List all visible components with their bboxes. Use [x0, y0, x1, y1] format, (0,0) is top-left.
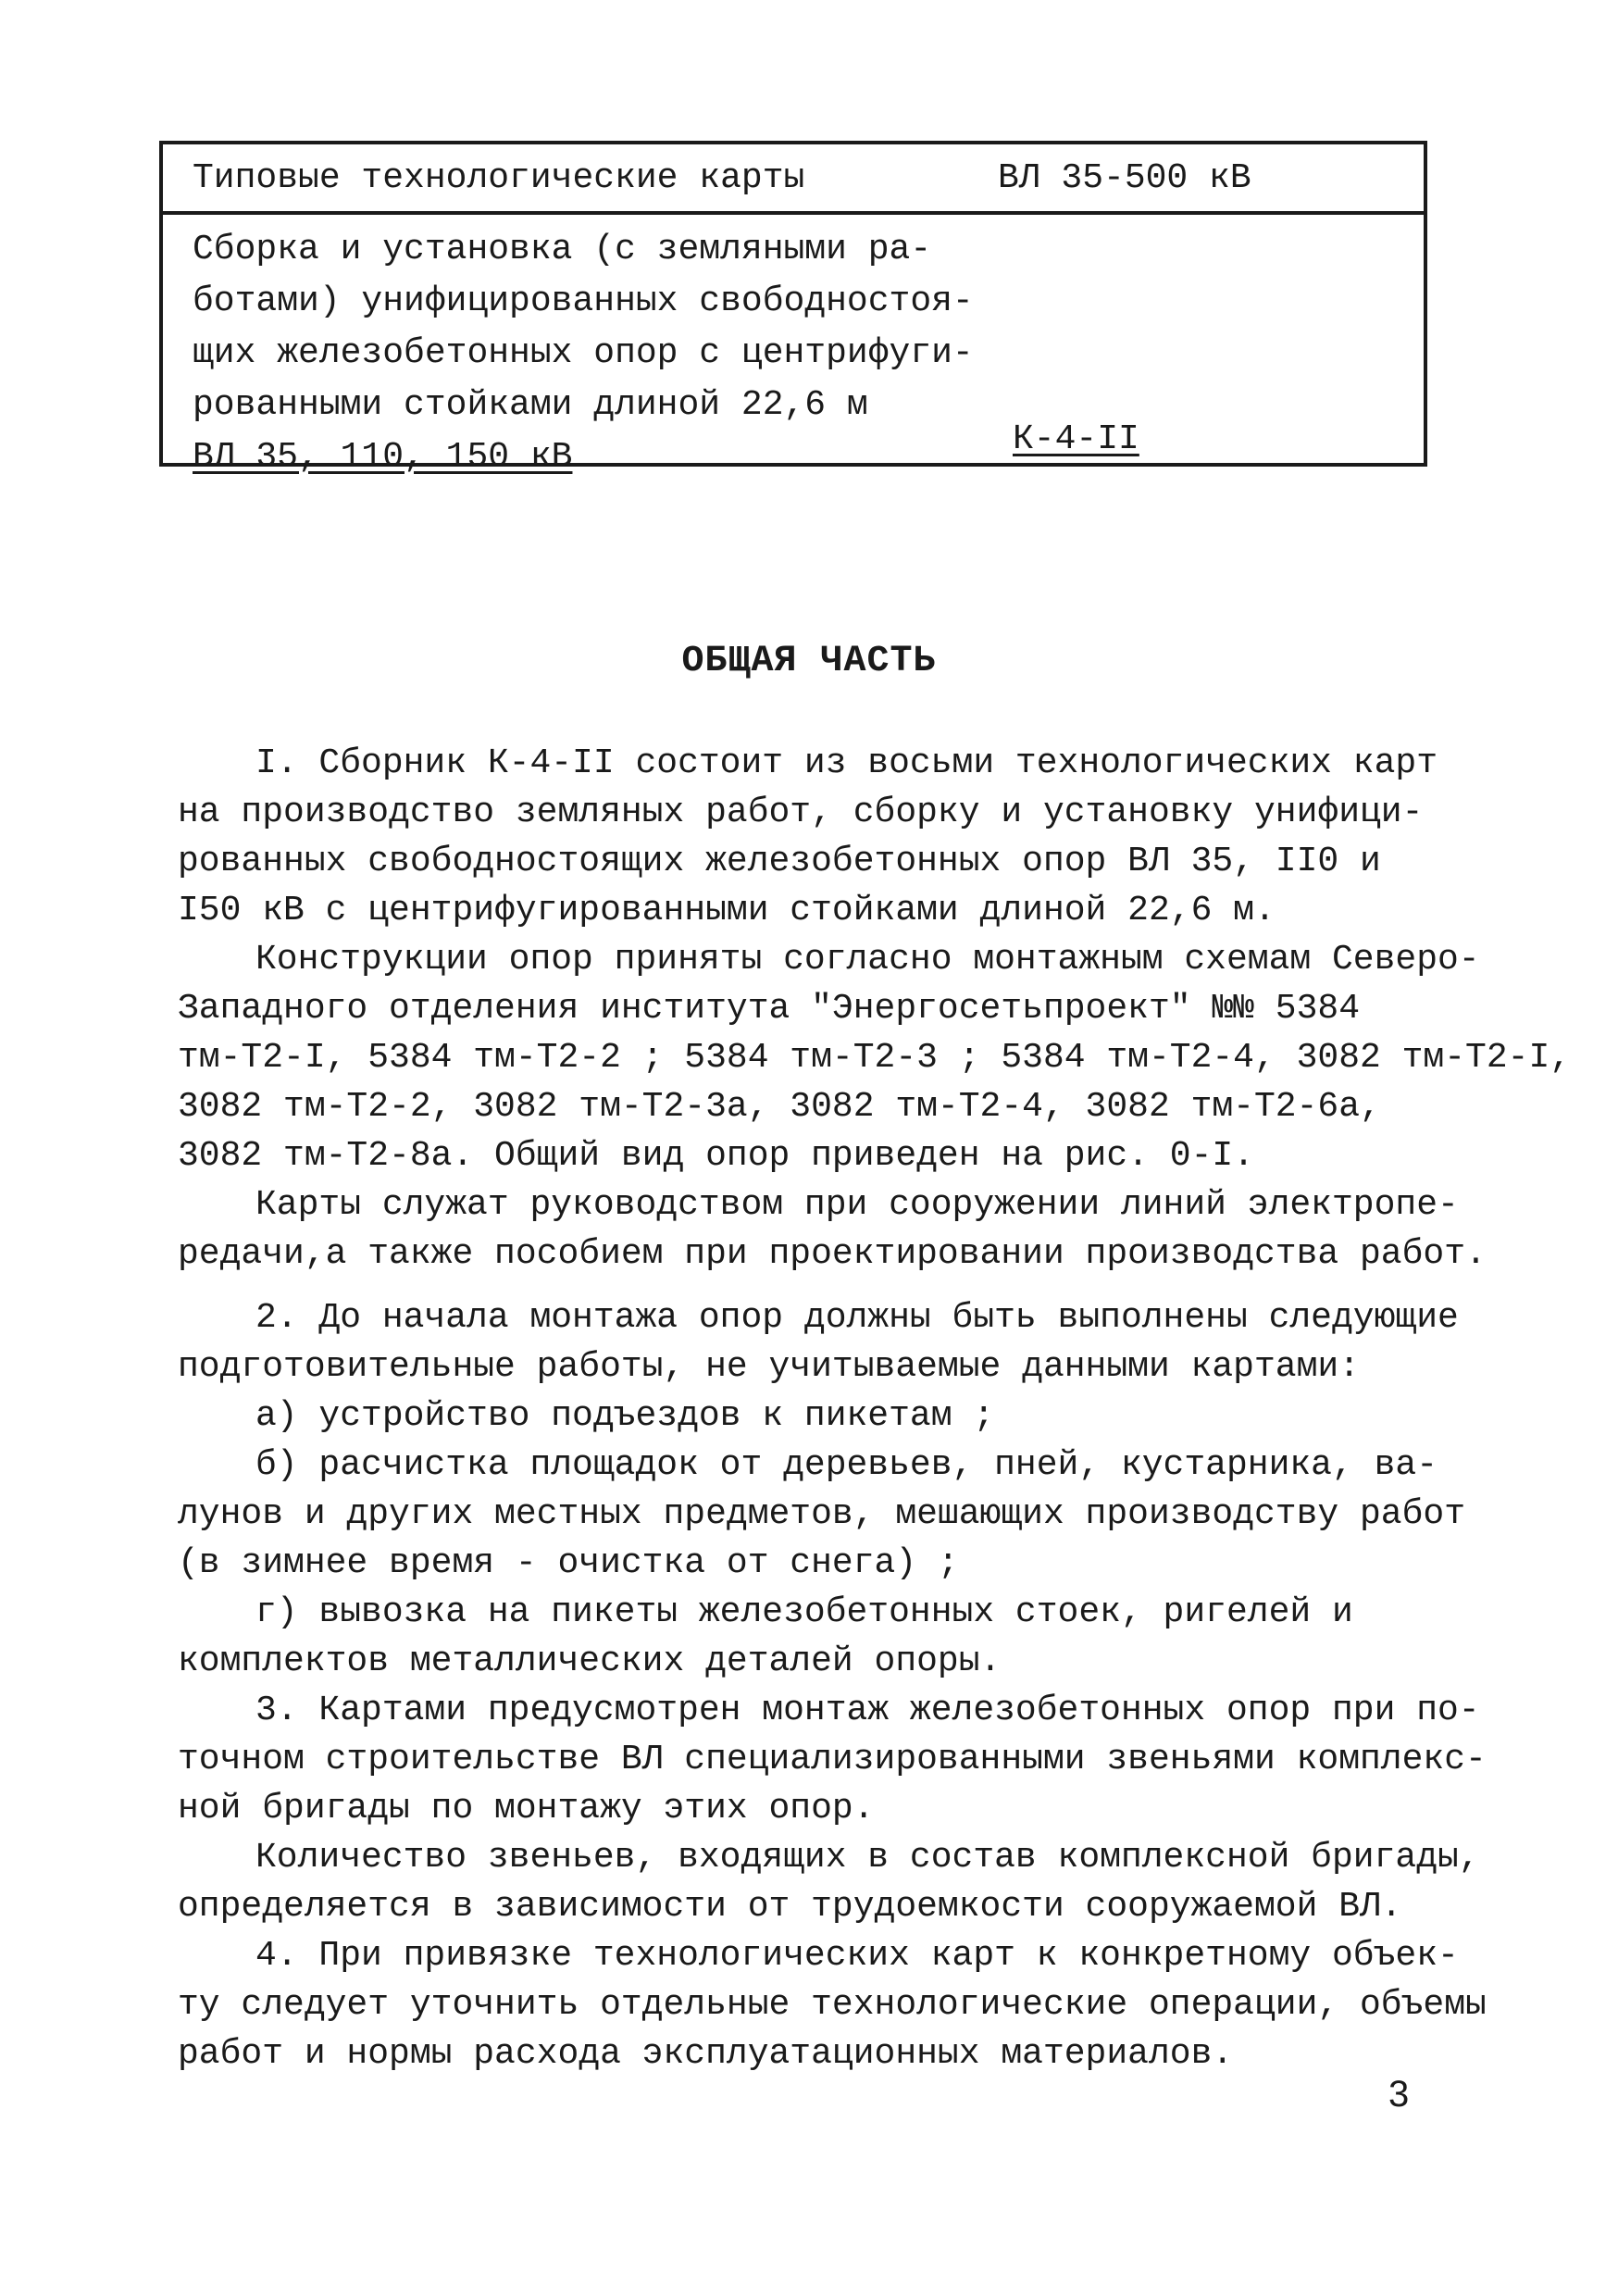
- text-line: лунов и других местных предметов, мешающих производству работ: [178, 1494, 1466, 1534]
- collection-code: К-4-II: [1013, 419, 1139, 459]
- text-line: (в зимнее время - очистка от снега) ;: [178, 1543, 959, 1583]
- subject-line: ВЛ 35, 110, 150 кВ: [193, 437, 573, 477]
- text-line: 2. До начала монтажа опор должны быть выполнены следующие: [255, 1298, 1459, 1338]
- list-item-a: [178, 1391, 1455, 1441]
- voltage-range: ВЛ 35-500 кВ: [998, 158, 1251, 198]
- text-line: Карты служат руководством при сооружении линий электропе-: [255, 1185, 1459, 1225]
- text-line: редачи,а также пособием при проектировании производства работ.: [178, 1234, 1487, 1274]
- subject-line: щих железобетонных опор с центрифуги-: [193, 333, 974, 373]
- text-line: на производство земляных работ, сборку и установку унифици-: [178, 792, 1424, 832]
- text-line: I. Сборник К-4-II состоит из восьми технологических карт: [255, 743, 1438, 783]
- subject-line: ботами) унифицированных свободностоя-: [193, 281, 974, 321]
- text-line: тм-Т2-I, 5384 тм-Т2-2 ; 5384 тм-Т2-3 ; 5384 тм-Т2-4, 3082 тм-Т2-I,: [178, 1038, 1572, 1078]
- list-item-b: [178, 1441, 1466, 1588]
- title-block-header-row: [163, 144, 1424, 215]
- text-line: Западного отделения института "Энергосетьпроект" №№ 5384: [178, 989, 1361, 1029]
- text-line: г) вывозка на пикеты железобетонных стоек, ригелей и: [255, 1592, 1353, 1632]
- subject-line: рованными стойками длиной 22,6 м: [193, 385, 868, 425]
- text-line: б) расчистка площадок от деревьев, пней, кустарника, ва-: [255, 1445, 1438, 1485]
- text-line: Количество звеньев, входящих в состав комплексной бригады,: [255, 1838, 1480, 1878]
- text-line: 3082 тм-Т2-2, 3082 тм-Т2-3а, 3082 тм-Т2-4, 3082 тм-Т2-6а,: [178, 1087, 1381, 1127]
- text-line: ту следует уточнить отдельные технологические операции, объемы: [178, 1985, 1487, 2025]
- paragraph-1: [178, 739, 1455, 935]
- paragraph-4: [178, 1293, 1459, 1391]
- text-line: рованных свободностоящих железобетонных опор ВЛ 35, II0 и: [178, 842, 1381, 881]
- text-line: Конструкции опор приняты согласно монтажным схемам Северо-: [255, 940, 1480, 980]
- paragraph-5: [178, 1686, 1487, 1833]
- series-title: Типовые технологические карты: [193, 158, 805, 198]
- text-line: работ и нормы расхода эксплуатационных материалов.: [178, 2034, 1234, 2074]
- text-line: 4. При привязке технологических карт к конкретному объек-: [255, 1936, 1459, 1976]
- text-line: подготовительные работы, не учитываемые данными картами:: [178, 1347, 1361, 1387]
- text-line: 3082 тм-Т2-8а. Общий вид опор приведен на рис. 0-I.: [178, 1136, 1254, 1176]
- subject-line: Сборка и установка (с земляными ра-: [193, 230, 932, 269]
- text-line: комплектов металлических деталей опоры.: [178, 1641, 1002, 1681]
- card-subject: [193, 224, 989, 483]
- text-line: I50 кВ с центрифугированными стойками длиной 22,6 м.: [178, 891, 1276, 930]
- list-item-g: [178, 1588, 1455, 1686]
- paragraph-2: [178, 935, 1572, 1180]
- text-line: а) устройство подъездов к пикетам ;: [255, 1396, 995, 1436]
- text-line: ной бригады по монтажу этих опор.: [178, 1789, 875, 1828]
- text-line: точном строительстве ВЛ специализированными звеньями комплекс-: [178, 1740, 1487, 1779]
- text-line: определяется в зависимости от трудоемкости сооружаемой ВЛ.: [178, 1887, 1402, 1927]
- paragraph-3: [178, 1180, 1487, 1279]
- body-text: [178, 739, 1572, 2078]
- paragraph-7: [178, 1931, 1487, 2078]
- title-block: [159, 141, 1427, 477]
- paragraph-gap: [178, 1279, 1455, 1293]
- page-number: 3: [1388, 2074, 1410, 2115]
- text-line: 3. Картами предусмотрен монтаж железобетонных опор при по-: [255, 1691, 1480, 1730]
- paragraph-6: [178, 1833, 1480, 1931]
- section-heading: ОБЩАЯ ЧАСТЬ: [681, 641, 937, 682]
